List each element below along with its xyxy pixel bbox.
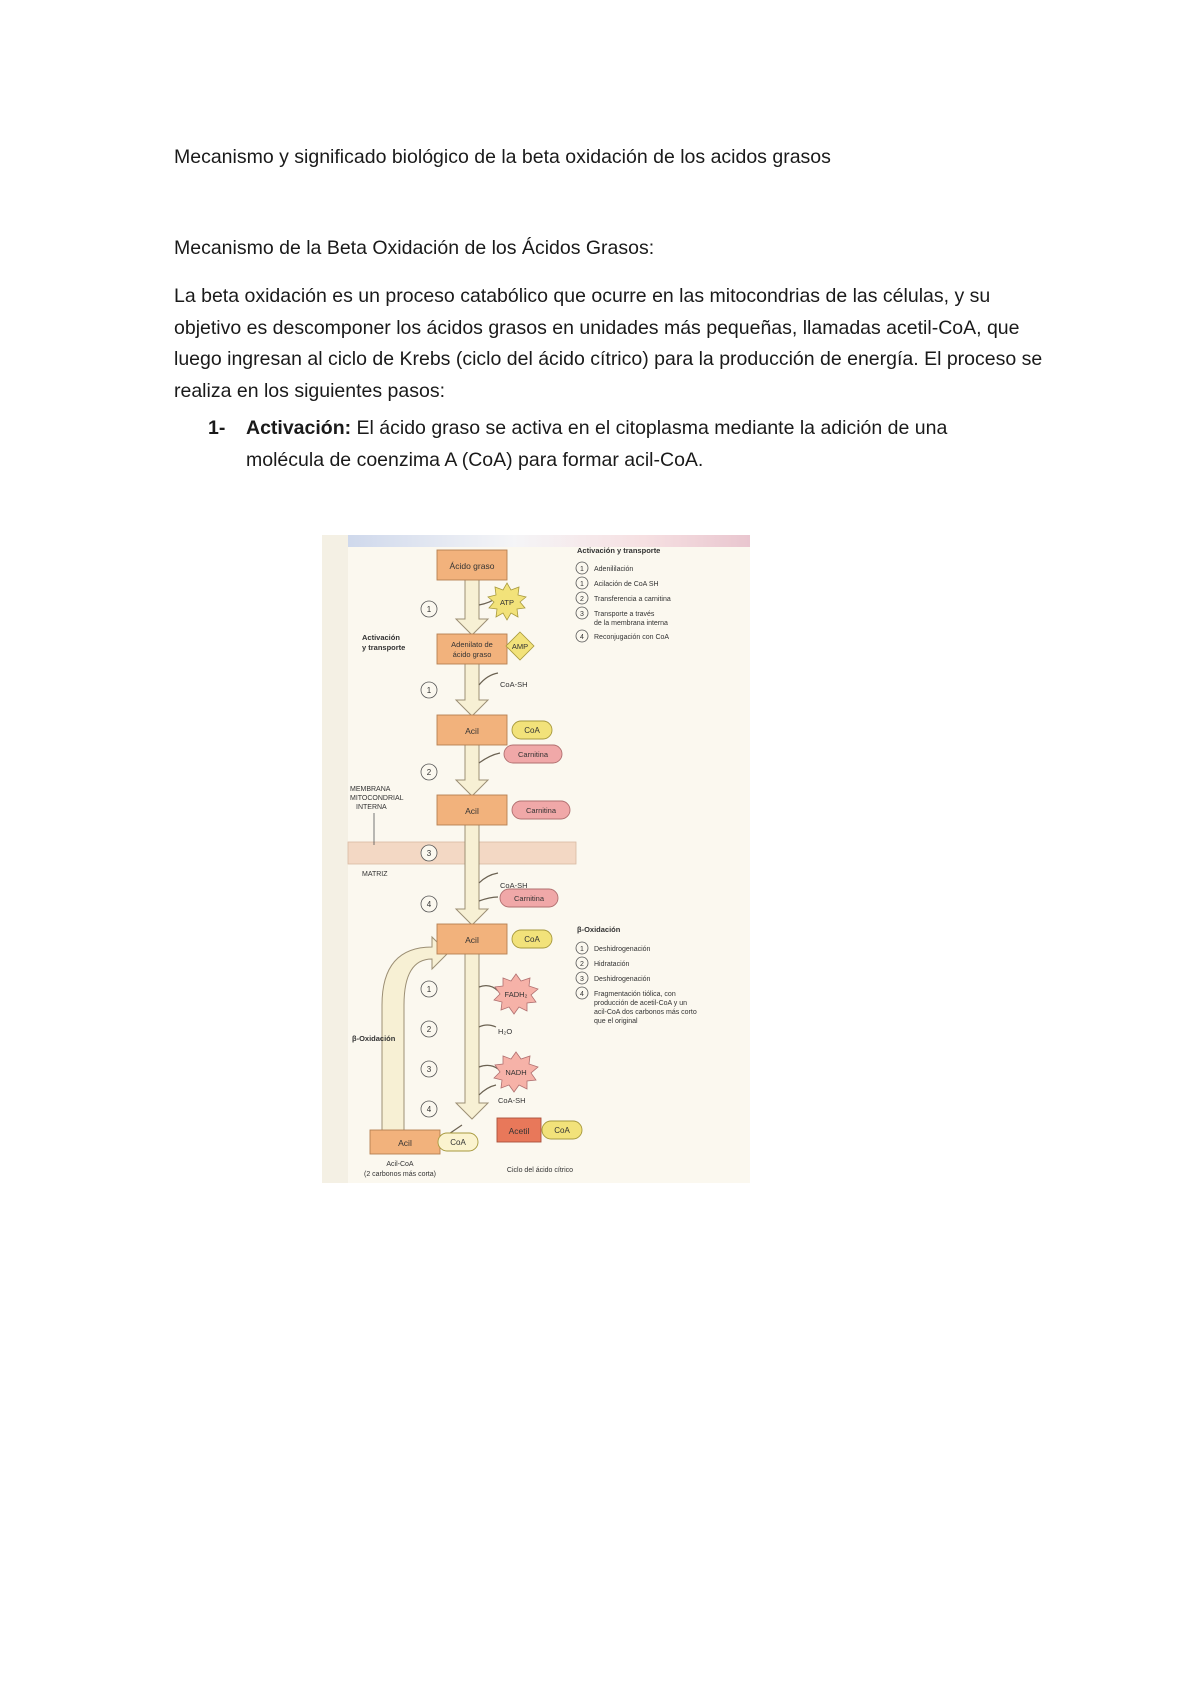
step-number: 1- (208, 417, 226, 439)
step-circle (421, 1061, 437, 1077)
svg-text:Carnitina: Carnitina (513, 894, 545, 903)
svg-text:Adenililación: Adenililación (594, 566, 634, 573)
svg-text:4: 4 (580, 634, 584, 641)
svg-text:ATP: ATP (499, 598, 515, 607)
step-circle (421, 601, 437, 617)
step-description: El ácido graso se activa en el citoplasma mediante la adición de una molécula de coenzima A (CoA) para formar acil-CoA. (246, 417, 948, 471)
coa-tag-2 (512, 930, 552, 948)
svg-text:Acetil: Acetil (508, 1126, 530, 1136)
ciclo-label: Ciclo del ácido cítrico (506, 1167, 574, 1174)
svg-text:acil-CoA dos carbonos más cort: acil-CoA dos carbonos más corto (594, 1009, 697, 1016)
acil-box-2 (437, 795, 507, 825)
svg-text:Acil: Acil (465, 806, 479, 816)
svg-text:2: 2 (426, 1025, 432, 1034)
step-circle (421, 845, 437, 861)
svg-text:Deshidrogenación: Deshidrogenación (594, 946, 651, 953)
step-circle (421, 764, 437, 780)
svg-text:NADH: NADH (505, 1068, 527, 1077)
legend-item (594, 1018, 638, 1025)
svg-text:1: 1 (580, 581, 584, 588)
svg-text:Transferencia a carnitina: Transferencia a carnitina (594, 596, 671, 603)
svg-text:Transporte a través: Transporte a través (594, 611, 655, 618)
legend-beta-title: β-Oxidación (577, 925, 621, 934)
legend-activation-title: Activación y transporte (577, 546, 661, 555)
step-circle (421, 682, 437, 698)
svg-text:1: 1 (580, 946, 584, 953)
carnitina-tag-1 (504, 745, 562, 763)
membrane-label-3: INTERNA (356, 804, 387, 811)
svg-text:2: 2 (580, 961, 584, 968)
coa-tag-4 (542, 1121, 582, 1139)
activation-side-label-2: y transporte (362, 643, 406, 652)
svg-text:Reconjugación con CoA: Reconjugación con CoA (594, 634, 670, 641)
document-title: Mecanismo y significado biológico de la beta oxidación de los acidos grasos (174, 146, 831, 168)
acil-box-3 (437, 924, 507, 954)
svg-text:Carnitina: Carnitina (525, 806, 557, 815)
step-circle (421, 1021, 437, 1037)
acil-coa-label: Acil-CoA (386, 1161, 414, 1168)
svg-text:ácido graso: ácido graso (452, 650, 492, 659)
svg-text:1: 1 (426, 605, 432, 614)
matrix-label: MATRIZ (362, 871, 388, 878)
svg-text:3: 3 (426, 849, 432, 858)
svg-text:4: 4 (426, 900, 432, 909)
section-heading: Mecanismo de la Beta Oxidación de los Ácidos Grasos: (174, 237, 655, 259)
svg-text:CoA: CoA (524, 726, 540, 735)
svg-text:3: 3 (426, 1065, 432, 1074)
svg-text:2: 2 (580, 596, 584, 603)
coa-tag-3 (438, 1133, 478, 1151)
svg-text:Acilación de CoA SH: Acilación de CoA SH (594, 581, 659, 588)
svg-text:Acil: Acil (465, 726, 479, 736)
svg-text:Fragmentación tiólica, con: Fragmentación tiólica, con (594, 991, 676, 998)
step-text (246, 413, 966, 476)
legend-item (594, 1000, 687, 1007)
svg-text:de la membrana interna: de la membrana interna (594, 620, 668, 627)
legend-item (594, 1009, 697, 1016)
acil-coa-note: (2 carbonos más corta) (364, 1171, 436, 1178)
figure-left-band (322, 535, 348, 1183)
svg-text:3: 3 (580, 976, 584, 983)
h2o-label: H₂O (498, 1027, 513, 1036)
svg-text:3: 3 (580, 611, 584, 618)
acido-graso-box (437, 550, 507, 580)
svg-text:Hidratación: Hidratación (594, 961, 630, 968)
acetil-box (497, 1118, 541, 1142)
svg-text:4: 4 (580, 991, 584, 998)
svg-text:Acil: Acil (398, 1138, 412, 1148)
svg-text:1: 1 (426, 985, 432, 994)
coash-label-2: CoA-SH (500, 881, 528, 890)
coa-tag-1 (512, 721, 552, 739)
svg-text:Adenilato de: Adenilato de (451, 640, 493, 649)
svg-text:que el original: que el original (594, 1018, 638, 1025)
figure-top-band (322, 535, 750, 547)
svg-text:AMP: AMP (511, 642, 529, 651)
svg-text:Carnitina: Carnitina (517, 750, 549, 759)
svg-text:1: 1 (426, 686, 432, 695)
coash-label-3: CoA-SH (498, 1096, 526, 1105)
acil-box-1 (437, 715, 507, 745)
svg-text:CoA: CoA (554, 1126, 570, 1135)
svg-text:CoA: CoA (450, 1138, 466, 1147)
step-circle (421, 981, 437, 997)
coash-label-1: CoA-SH (500, 680, 528, 689)
acil-box-bottom (370, 1130, 440, 1154)
svg-text:CoA: CoA (524, 935, 540, 944)
svg-text:FADH₂: FADH₂ (504, 990, 528, 999)
beta-oxidation-side-label: β-Oxidación (352, 1034, 396, 1043)
svg-text:Deshidrogenación: Deshidrogenación (594, 976, 651, 983)
legend-item (594, 620, 668, 627)
membrane-label-1: MEMBRANA (350, 786, 391, 793)
svg-text:Acil: Acil (465, 935, 479, 945)
step-term: Activación: (246, 417, 352, 439)
step-circle (421, 896, 437, 912)
svg-text:1: 1 (580, 566, 584, 573)
beta-oxidation-diagram (322, 535, 750, 1183)
carnitina-tag-3 (500, 889, 558, 907)
svg-text:producción de acetil-CoA y un: producción de acetil-CoA y un (594, 1000, 687, 1007)
membrane-label-2: MITOCONDRIAL (350, 795, 404, 802)
svg-text:2: 2 (426, 768, 432, 777)
svg-text:4: 4 (426, 1105, 432, 1114)
adenilato-box (437, 634, 507, 664)
svg-text:Ácido graso: Ácido graso (449, 561, 495, 571)
intro-paragraph: La beta oxidación es un proceso catabólico que ocurre en las mitocondrias de las células, y su objetivo es descomponer los ácidos grasos en unidades más pequeñas, llamadas acetil-CoA, que luego ingresan al ciclo de Krebs (ciclo del ácido cítrico) para la producción de energía. El proceso se realiza en los siguientes pasos: (174, 285, 1043, 402)
activation-side-label: Activación (362, 633, 400, 642)
carnitina-tag-2 (512, 801, 570, 819)
step-circle (421, 1101, 437, 1117)
membrane-bar (348, 842, 576, 864)
